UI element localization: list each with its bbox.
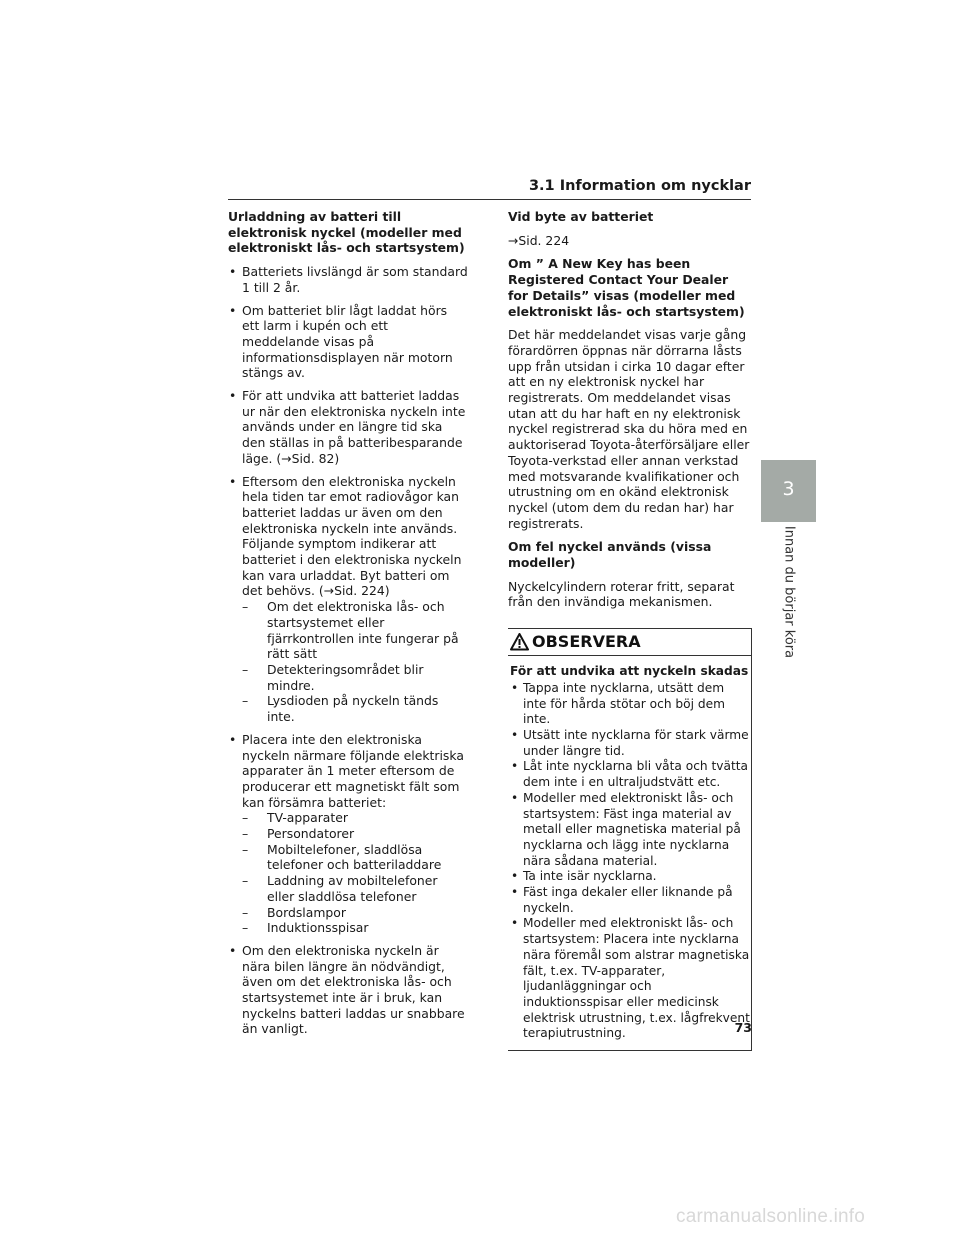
list-item: • Tappa inte nycklarna, utsätt dem inte för hårda stötar och böj dem inte. — [510, 681, 751, 728]
left-column — [228, 209, 468, 1044]
caution-body — [508, 656, 751, 1042]
chapter-number: 3 — [782, 478, 795, 500]
list-item: – Bordslampor — [242, 904, 346, 920]
caution-heading: För att undvika att nyckeln skadas — [510, 664, 749, 679]
symptom-text: Om det elektroniska lås- och startsystemet eller fjärrkontrollen inte fungerar på rätt sätt — [267, 599, 459, 662]
list-item: – Om det elektroniska lås- och startsystemet eller fjärrkontrollen inte fungerar på rätt sätt — [242, 599, 459, 662]
wrong-key-paragraph: Nyckelcylindern roterar fritt, separat från den invändiga mekanismen. — [508, 578, 735, 610]
caution-title — [508, 629, 751, 656]
list-item: • Modeller med elektroniskt lås- och startsystem: Fäst inga material av metall eller magnetiska material på nycklarna och lägg inte nycklarna nära sådana material. — [510, 791, 751, 870]
chapter-title: Innan du börjar köra — [781, 525, 797, 659]
caution-box — [508, 628, 752, 1051]
list-item-text: Eftersom den elektroniska nyckeln hela tiden tar emot radiovågor kan batteriet laddas ur även om den elektroniska nyckeln inte används. Följande symptom indikerar att batteriet i den elektroniska nyckeln kan vara urladdat. Byt batteri om det behövs. (→Sid. 224) — [242, 473, 462, 599]
symptom-text: Detekteringsområdet blir mindre. — [267, 661, 424, 693]
list-item — [228, 732, 468, 936]
device-text: Persondatorer — [267, 826, 355, 842]
list-item: • Batteriets livslängd är som standard 1 till 2 år. — [228, 264, 468, 295]
discharge-heading: Urladdning av batteri till elektronisk nyckel (modeller med elektroniskt lås- och startsystem) — [228, 209, 465, 256]
list-item: – Induktionsspisar — [242, 920, 369, 936]
list-item — [228, 474, 468, 725]
list-item: – Lysdioden på nyckeln tänds inte. — [242, 693, 439, 725]
new-key-paragraph: Det här meddelandet visas varje gång förardörren öppnas när dörrarna låsts upp från utsidan i cirka 10 dagar efter att en ny elektronisk nyckel har registrerats. Om meddelandet visas utan att du har haft en ny elektronisk nyckel registrerad ska du höra med en auktoriserad Toyota-återförsäljare eller Toyota-verkstad eller annan verkstad med motsvarande kvalifikationer och utrustning om en okänd elektronisk nyckel (utom dem du redan har) har registrerats. — [508, 327, 750, 531]
device-list — [242, 810, 468, 936]
list-item: – Laddning av mobiltelefoner eller sladdlösa telefoner — [242, 873, 438, 904]
symptom-text: Lysdioden på nyckeln tänds inte. — [267, 693, 439, 725]
device-text: Induktionsspisar — [267, 920, 369, 936]
list-item: • Modeller med elektroniskt lås- och startsystem: Placera inte nycklarna nära föremål som alstrar magnetiska fält, t.ex. TV-apparater, ljudanläggningar och induktionsspisar eller medicinsk elektrisk utrustning, t.ex. lågfrekvent terapiutrustning. — [510, 916, 751, 1042]
list-item: • Om batteriet blir lågt laddat hörs ett larm i kupén och ett meddelande visas på informationsdisplayen när motorn stängs av. — [228, 303, 468, 382]
list-item: – TV-apparater — [242, 810, 348, 826]
watermark: carmanualsonline.info — [676, 1206, 866, 1227]
list-item: • Om den elektroniska nyckeln är nära bilen längre än nödvändigt, även om det elektroniska lås- och startsystemet inte är i bruk, kan nyckelns batteri laddas ur snabbare än vanligt. — [228, 943, 468, 1037]
device-text: Mobiltelefoner, sladdlösa telefoner och batteriladdare — [267, 841, 442, 873]
device-text: TV-apparater — [267, 810, 348, 826]
device-text: Laddning av mobiltelefoner eller sladdlösa telefoner — [267, 873, 438, 904]
new-key-heading: Om ” A New Key has been Registered Contact Your Dealer for Details” visas (modeller med elektroniskt lås- och startsystem) — [508, 256, 745, 319]
page-reference-link[interactable]: →Sid. 224 — [508, 232, 570, 248]
list-item: • För att undvika att batteriet laddas ur när den elektroniska nyckeln inte används under en längre tid ska den ställas in på batteribesparande läge. (→Sid. 82) — [228, 388, 468, 467]
list-item: – Mobiltelefoner, sladdlösa telefoner och batteriladdare — [242, 841, 442, 873]
section-header: 3.1 Information om nycklar — [528, 178, 751, 194]
list-item: • Fäst inga dekaler eller liknande på nyckeln. — [510, 885, 751, 916]
list-item-text: Placera inte den elektroniska nyckeln närmare följande elektriska apparater än 1 meter eftersom de producerar ett magnetiskt fält som kan försämra batteriet: — [242, 731, 464, 810]
right-column — [508, 209, 752, 1051]
caution-list — [510, 681, 751, 1042]
discharge-bullet-list — [228, 264, 468, 1037]
page-number: 73 — [734, 1020, 752, 1035]
battery-replacement-heading: Vid byte av batteriet — [508, 209, 654, 224]
caution-title-text: OBSERVERA — [532, 632, 641, 652]
list-item: • Ta inte isär nycklarna. — [510, 869, 751, 885]
wrong-key-heading: Om fel nyckel används (vissa modeller) — [508, 539, 712, 571]
device-text: Bordslampor — [267, 904, 346, 920]
symptom-list — [242, 599, 468, 725]
list-item: • Låt inte nycklarna bli våta och tvätta dem inte i en ultraljudstvätt etc. — [510, 759, 751, 790]
list-item: – Persondatorer — [242, 826, 355, 842]
header-divider — [228, 199, 751, 200]
list-item: – Detekteringsområdet blir mindre. — [242, 661, 424, 693]
list-item: • Utsätt inte nycklarna för stark värme under längre tid. — [510, 728, 751, 759]
warning-icon — [510, 633, 529, 651]
